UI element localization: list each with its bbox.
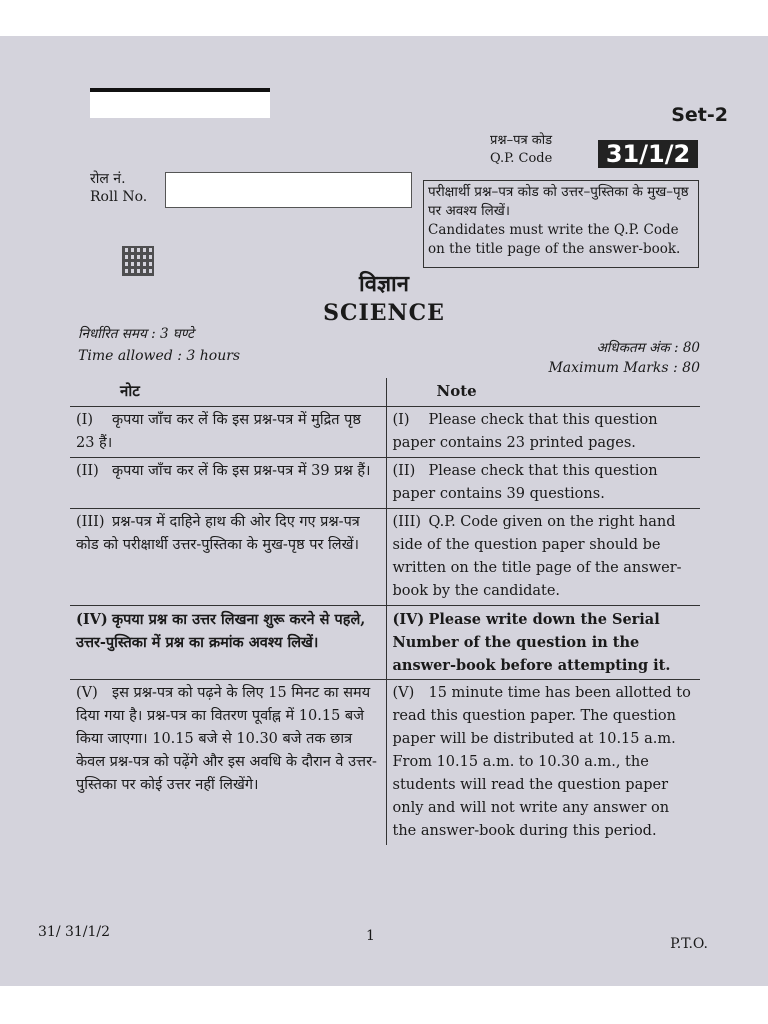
note-row xyxy=(70,606,700,680)
note-en xyxy=(386,606,700,680)
qp-code-label xyxy=(490,132,552,168)
note-number: (II) xyxy=(392,463,416,479)
note-text-en: 15 minute time has been allotted to read this question paper. The question paper will be distributed at 10.15 a.m. From 10.15 a.m. to 10.30 a.m., the students will read the question paper only and will not write any answer on the answer-book during this period. xyxy=(392,685,691,839)
note-en xyxy=(386,458,700,509)
note-number: (I) xyxy=(392,412,410,428)
max-marks-en: Maximum Marks : 80 xyxy=(548,360,700,376)
note-en xyxy=(386,509,700,606)
notes-heading-hi: नोट xyxy=(70,378,386,407)
note-number: (I) xyxy=(76,412,94,428)
note-number: (V) xyxy=(392,685,415,701)
note-number: (IV) xyxy=(76,611,108,628)
notes-header-row xyxy=(70,378,700,407)
redacted-block xyxy=(90,88,270,118)
note-row xyxy=(70,680,700,846)
max-marks-hi: अधिकतम अंक : 80 xyxy=(596,340,700,356)
roll-number-box xyxy=(165,172,412,208)
time-allowed-hi: निर्धारित समय : 3 घण्टे xyxy=(78,326,194,342)
note-hi xyxy=(70,680,386,846)
note-text-hi: कृपया जाँच कर लें कि इस प्रश्न-पत्र में 39 प्रश्न हैं। xyxy=(112,463,371,479)
time-allowed-en: Time allowed : 3 hours xyxy=(78,348,241,364)
note-text-en: Please check that this question paper contains 39 questions. xyxy=(392,463,658,502)
note-hi xyxy=(70,407,386,458)
candidate-instruction-box xyxy=(423,180,699,268)
note-hi xyxy=(70,458,386,509)
note-row xyxy=(70,407,700,458)
note-hi xyxy=(70,509,386,606)
note-number: (V) xyxy=(76,685,98,701)
candidate-note-hi: परीक्षार्थी प्रश्न–पत्र कोड को उत्तर–पुस्तिका के मुख–पृष्ठ पर अवश्य लिखें। xyxy=(428,184,689,219)
note-en xyxy=(386,680,700,846)
page-code: 31/ 31/1/2 xyxy=(38,924,111,940)
note-text-en: Please check that this question paper contains 23 printed pages. xyxy=(392,412,658,451)
note-hi xyxy=(70,606,386,680)
set-label: Set-2 xyxy=(671,104,728,126)
pto-label: P.T.O. xyxy=(670,936,708,952)
note-text-en: Q.P. Code given on the right hand side of the question paper should be written on the title page of the answer-book by the candidate. xyxy=(392,514,682,599)
note-number: (II) xyxy=(76,463,99,479)
qp-code-label-en: Q.P. Code xyxy=(490,151,553,166)
note-text-hi: कृपया जाँच कर लें कि इस प्रश्न-पत्र में मुद्रित पृष्ठ 23 हैं। xyxy=(76,412,361,451)
notes-heading-en: Note xyxy=(436,382,477,400)
note-en xyxy=(386,407,700,458)
qp-code-value: 31/1/2 xyxy=(598,140,698,168)
note-row xyxy=(70,458,700,509)
candidate-note-en: Candidates must write the Q.P. Code on the title page of the answer-book. xyxy=(428,222,681,257)
roll-label-en: Roll No. xyxy=(90,189,148,205)
roll-number-label xyxy=(90,170,147,206)
subject-title-hi: विज्ञान xyxy=(359,271,409,297)
note-text-en: Please write down the Serial Number of the question in the answer-book before attempting it. xyxy=(392,611,671,674)
qp-code-label-hi: प्रश्न–पत्र कोड xyxy=(490,133,553,148)
note-number: (III) xyxy=(76,514,105,530)
subject-title-en: SCIENCE xyxy=(323,300,445,326)
page-number: 1 xyxy=(366,928,375,944)
note-text-hi: प्रश्न-पत्र में दाहिने हाथ की ओर दिए गए प्रश्न-पत्र कोड को परीक्षार्थी उत्तर-पुस्तिका के मुख-पृष्ठ पर लिखें। xyxy=(76,514,360,553)
note-number: (III) xyxy=(392,514,421,530)
note-row xyxy=(70,509,700,606)
notes-table xyxy=(70,378,700,845)
note-number: (IV) xyxy=(392,611,425,628)
note-text-hi: इस प्रश्न-पत्र को पढ़ने के लिए 15 मिनट का समय दिया गया है। प्रश्न-पत्र का वितरण पूर्वाह्न में 10.15 बजे किया जाएगा। 10.15 बजे से 10.30 बजे तक छात्र केवल प्रश्न-पत्र को पढ़ेंगे और इस अवधि के दौरान वे उत्तर-पुस्तिका पर कोई उत्तर नहीं लिखेंगे। xyxy=(76,685,377,793)
roll-label-hi: रोल नं. xyxy=(90,171,126,187)
note-text-hi: कृपया प्रश्न का उत्तर लिखना शुरू करने से पहले, उत्तर-पुस्तिका में प्रश्न का क्रमांक अवश्य लिखें। xyxy=(76,611,366,651)
